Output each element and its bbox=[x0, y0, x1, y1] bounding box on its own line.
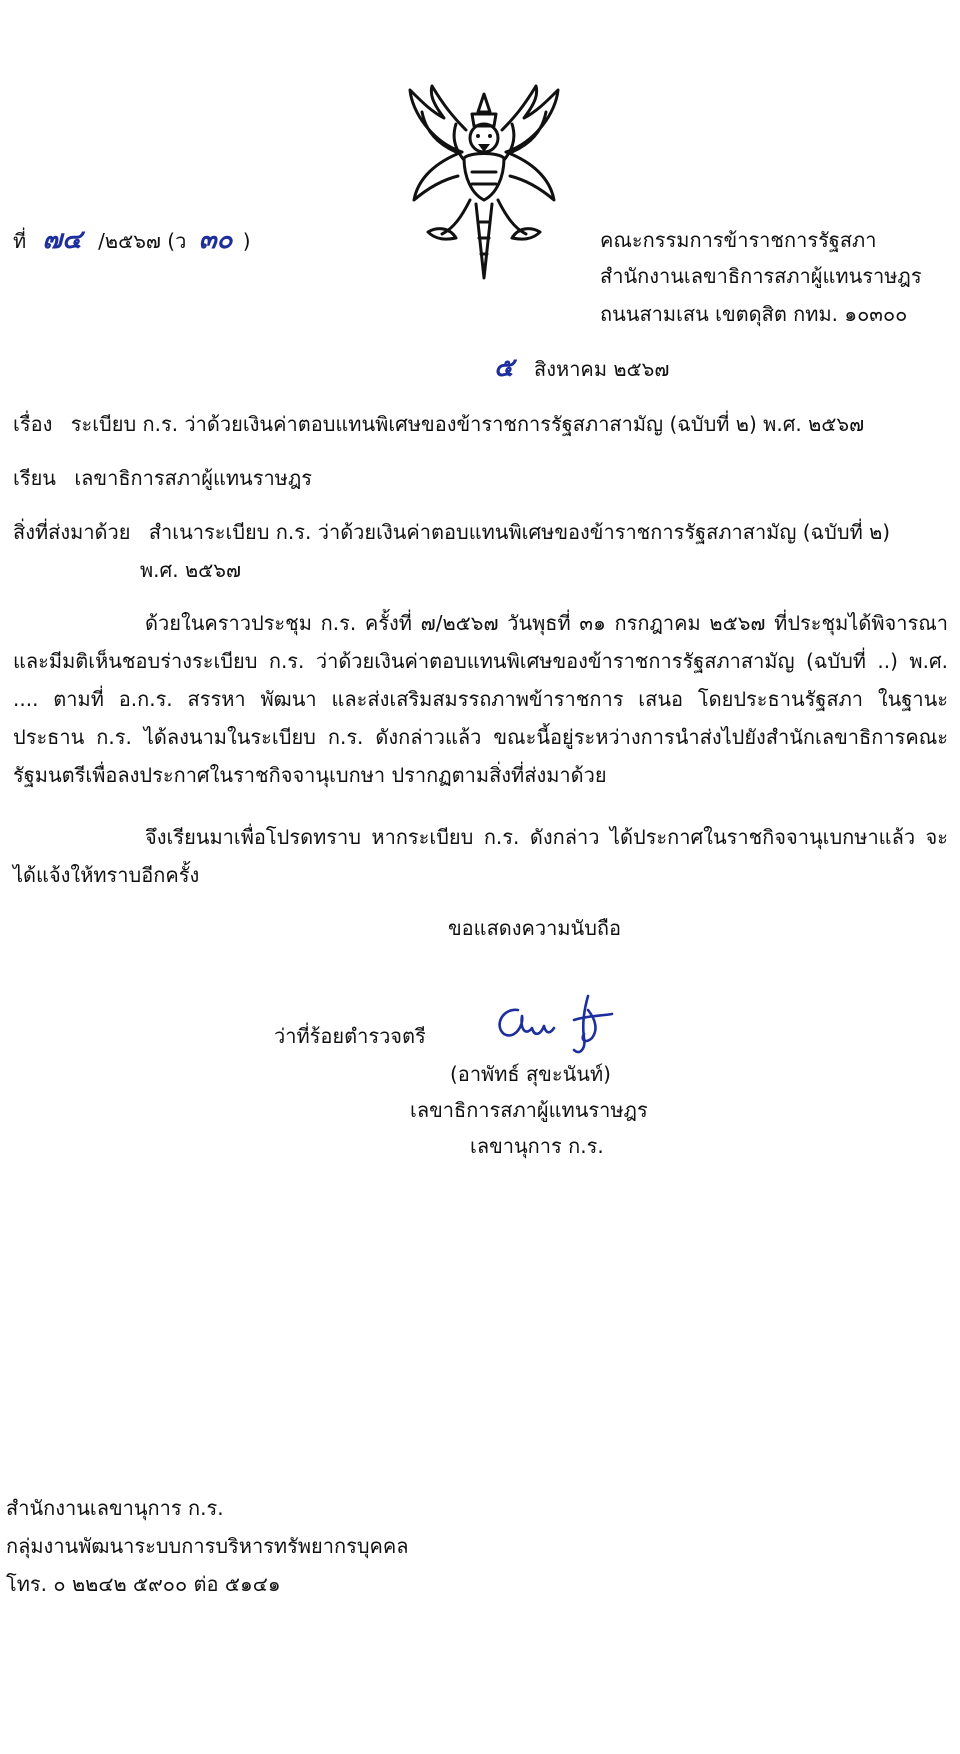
signer-rank: ว่าที่ร้อยตำรวจตรี bbox=[274, 1024, 426, 1048]
attachment-text-line-2: พ.ศ. ๒๕๖๗ bbox=[140, 558, 242, 582]
org-line-2: สำนักงานเลขาธิการสภาผู้แทนราษฎร bbox=[600, 264, 922, 288]
org-line-3: ถนนสามเสน เขตดุสิต กทม. ๑๐๓๐๐ bbox=[600, 302, 908, 326]
attachment-label: สิ่งที่ส่งมาด้วย bbox=[13, 520, 131, 544]
subject-line bbox=[13, 410, 864, 438]
signer-name: (อาพัทธ์ สุขะนันท์) bbox=[450, 1062, 611, 1086]
ref-prefix: ที่ bbox=[13, 229, 27, 253]
date-day-handwritten: ๕ bbox=[494, 353, 514, 383]
recipient-line bbox=[13, 464, 312, 492]
footer-phone: โทร. ๐ ๒๒๔๒ ๕๙๐๐ ต่อ ๕๑๔๑ bbox=[6, 1572, 281, 1596]
recipient-text: เลขาธิการสภาผู้แทนราษฎร bbox=[74, 466, 313, 490]
letter-date bbox=[494, 354, 669, 383]
body-paragraph-2 bbox=[13, 818, 948, 894]
ref-circular-handwritten: ๓๐ bbox=[198, 225, 233, 255]
subject-label: เรื่อง bbox=[13, 412, 53, 436]
ref-close: ) bbox=[242, 229, 251, 253]
footer-division: กลุ่มงานพัฒนาระบบการบริหารทรัพยากรบุคคล bbox=[6, 1534, 409, 1558]
body-paragraph-2-text: จึงเรียนมาเพื่อโปรดทราบ หากระเบียบ ก.ร. ดังกล่าว ได้ประกาศในราชกิจจานุเบกษาแล้ว จะได้แจ้งให้ทราบอีกครั้ง bbox=[13, 825, 948, 887]
attachment-text-line-1: สำเนาระเบียบ ก.ร. ว่าด้วยเงินค่าตอบแทนพิเศษของข้าราชการรัฐสภาสามัญ (ฉบับที่ ๒) bbox=[148, 520, 891, 544]
signer-position-1: เลขาธิการสภาผู้แทนราษฎร bbox=[410, 1098, 648, 1122]
body-paragraph-1 bbox=[13, 604, 948, 794]
signer-position-2: เลขานุการ ก.ร. bbox=[470, 1134, 604, 1158]
body-paragraph-1-text: ด้วยในคราวประชุม ก.ร. ครั้งที่ ๗/๒๕๖๗ วันพุธที่ ๓๑ กรกฎาคม ๒๕๖๗ ที่ประชุมได้พิจารณา และมีมติเห็นชอบร่างระเบียบ ก.ร. ว่าด้วยเงินค่าตอบแทนพิเศษของข้าราชการรัฐสภาสามัญ (ฉบับที่ ..) พ.ศ. .... ตามที่ อ.ก.ร. สรรหา พัฒนา และส่งเสริมสมรรถภาพข้าราชการ เสนอ โดยประธานรัฐสภา ในฐานะประธาน ก.ร. ได้ลงนามในระเบียบ ก.ร. ดังกล่าวแล้ว ขณะนี้อยู่ระหว่างการนำส่งไปยังสำนักเลขาธิการคณะรัฐมนตรีเพื่อลงประกาศในราชกิจจานุเบกษา ปรากฏตามสิ่งที่ส่งมาด้วย bbox=[13, 611, 948, 787]
closing-salutation: ขอแสดงความนับถือ bbox=[448, 916, 622, 940]
subject-text: ระเบียบ ก.ร. ว่าด้วยเงินค่าตอบแทนพิเศษของข้าราชการรัฐสภาสามัญ (ฉบับที่ ๒) พ.ศ. ๒๕๖๗ bbox=[70, 412, 865, 436]
signature-icon bbox=[488, 990, 628, 1070]
recipient-label: เรียน bbox=[13, 466, 56, 490]
ref-number-handwritten: ๗๔ bbox=[42, 225, 82, 255]
attachment-line bbox=[13, 518, 890, 546]
date-month-year: สิงหาคม ๒๕๖๗ bbox=[534, 357, 670, 381]
org-line-1: คณะกรรมการข้าราชการรัฐสภา bbox=[600, 228, 877, 252]
garuda-emblem-icon bbox=[392, 82, 576, 282]
ref-year: /๒๕๖๗ (ว bbox=[98, 229, 187, 253]
footer-office: สำนักงานเลขานุการ ก.ร. bbox=[6, 1496, 224, 1520]
reference-number bbox=[13, 226, 251, 255]
